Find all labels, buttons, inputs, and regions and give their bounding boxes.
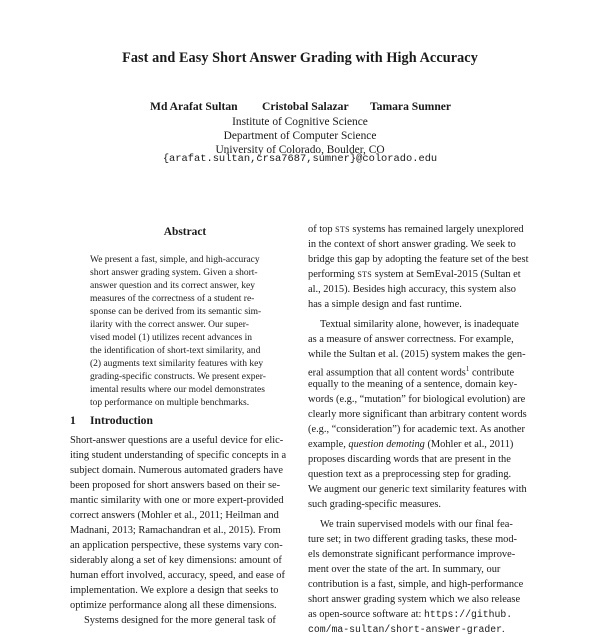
affiliation-department: Department of Computer Science <box>223 130 377 142</box>
text: as open-source software at: <box>308 609 424 620</box>
abstract-line: (2) augments text similarity features with key <box>90 359 264 369</box>
abstract-line: short answer grading system. Given a short- <box>90 268 258 278</box>
body-line: al., 2015). Besides high accuracy, this system also <box>308 284 516 295</box>
abstract-line: the identification of short-text similarity, and <box>90 346 261 356</box>
body-line: Madnani, 2013; Ramachandran et al., 2015). From <box>70 525 281 536</box>
abstract-line: answer question and its correct answer, key <box>90 281 256 291</box>
section-title: Introduction <box>90 414 153 427</box>
body-line: human effort involved, accuracy, speed, and ease of <box>70 570 285 581</box>
body-line: mantic similarity with one or more expert-provided <box>70 495 284 506</box>
body-line: ture set; in two different grading tasks, these mod- <box>308 534 518 545</box>
author-emails: {arafat.sultan,crsa7687,sumner}@colorado.edu <box>162 153 438 165</box>
footnote-marker[interactable]: 1 <box>465 365 470 373</box>
body-line: els demonstrate significant performance improve- <box>308 549 516 560</box>
abstract-line: grading-specific constructs. We present exper- <box>90 372 266 382</box>
abstract-line: top performance on multiple benchmarks. <box>90 398 250 408</box>
acronym-sts: STS <box>335 225 350 234</box>
body-line: implementation. We explore a design that seeks to <box>70 585 279 596</box>
body-line <box>308 437 533 452</box>
body-line: Textual similarity alone, however, is inadequate <box>320 319 519 330</box>
body-line: short answer grading system which we also release <box>308 594 521 605</box>
body-line: as a measure of answer correctness. For example, <box>308 334 514 345</box>
body-line <box>308 267 533 282</box>
body-line: been proposed for short answers based on their se- <box>70 480 281 491</box>
body-line <box>308 622 533 637</box>
body-line: iting student understanding of specific concepts in a <box>70 450 287 461</box>
github-url[interactable]: com/ma-sultan/short-answer-grader <box>308 624 503 635</box>
body-line: bridge this gap by adopting the feature set of the best <box>308 254 529 265</box>
body-line: We train supervised models with our final fea- <box>320 519 513 530</box>
text: example, <box>308 439 349 450</box>
body-line: Systems designed for the more general task of <box>84 615 276 626</box>
affiliation-university: University of Colorado, Boulder, CO <box>215 144 385 156</box>
body-line: question text as a preprocessing step for grading. <box>308 469 512 480</box>
abstract-line: We present a fast, simple, and high-accuracy <box>90 255 260 265</box>
acronym-sts: STS <box>357 270 373 279</box>
body-line: subject domain. Numerous automated graders have <box>70 465 283 476</box>
body-line: proposes discarding words that are present in the <box>308 454 511 465</box>
body-line <box>308 607 533 622</box>
text: . <box>502 624 505 635</box>
abstract-line: ilarity with the correct answer. Our super- <box>90 320 249 330</box>
text: performing <box>308 269 358 280</box>
section-number: 1 <box>70 414 76 427</box>
emphasis-term: question demoting <box>348 439 425 450</box>
author-3: Tamara Sumner <box>370 100 452 113</box>
body-line: contribution is a fast, simple, and high-performance <box>308 579 524 590</box>
abstract-line: imental results where our model demonstrates <box>90 385 265 395</box>
abstract-line: measures of the correctness of a student re- <box>90 294 255 304</box>
paper-title: Fast and Easy Short Answer Grading with High Accuracy <box>122 50 478 66</box>
text: systems has remained largely unexplored <box>349 224 524 235</box>
github-url[interactable]: https://github. <box>423 609 513 620</box>
abstract-line: sponse can be derived from its semantic sim- <box>90 307 262 317</box>
body-line: (e.g., “consideration”) for academic text. As another <box>308 424 525 435</box>
text: (Mohler et al., 2011) <box>424 439 514 450</box>
body-line: such grading-specific measures. <box>308 499 442 510</box>
body-line: We augment our generic text similarity features with <box>308 484 527 495</box>
body-line: ment over the state of the art. In summary, our <box>308 564 501 575</box>
affiliation-institute: Institute of Cognitive Science <box>232 116 368 128</box>
body-line: siderably along a set of key dimensions: amount of <box>70 555 282 566</box>
section-heading-introduction <box>70 414 153 427</box>
body-line <box>308 222 533 237</box>
body-line: while the Sultan et al. (2015) system makes the gen- <box>308 349 526 360</box>
body-line: clearly more significant than arbitrary content words <box>308 409 527 420</box>
body-line: optimize performance along all these dimensions. <box>70 600 277 611</box>
text: contribute <box>469 367 515 379</box>
body-line: in the context of short answer grading. We seek to <box>308 239 516 250</box>
body-line: Short-answer questions are a useful device for elic- <box>70 435 284 446</box>
body-line: equally to the meaning of a sentence, domain key- <box>308 379 518 390</box>
author-2: Cristobal Salazar <box>262 100 349 113</box>
text: of top <box>308 224 336 235</box>
author-1: Md Arafat Sultan <box>150 100 238 113</box>
body-line: correct answers (Mohler et al., 2011; Heilman and <box>70 510 279 521</box>
body-line: an application perspective, these systems vary con- <box>70 540 283 551</box>
abstract-line: vised model (1) utilizes recent advances in <box>90 333 252 343</box>
text: system at SemEval-2015 (Sultan et <box>372 269 521 280</box>
body-line: has a simple design and fast runtime. <box>308 299 462 310</box>
body-line: words (e.g., “mutation” for biological evolution) are <box>308 394 526 405</box>
abstract-heading: Abstract <box>163 226 207 238</box>
text: eral assumption that all content words <box>308 367 466 379</box>
